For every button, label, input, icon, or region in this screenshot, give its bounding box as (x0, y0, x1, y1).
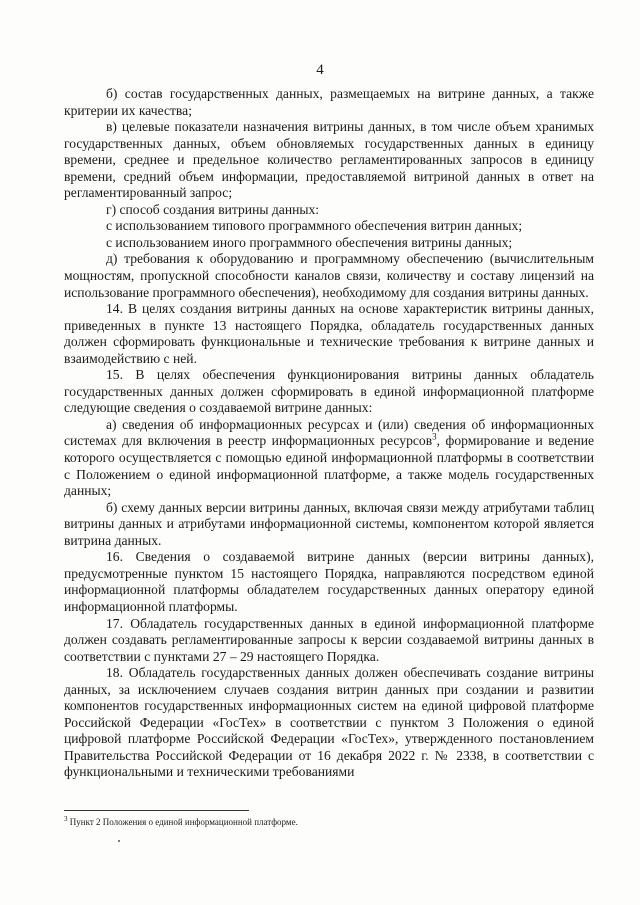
paragraph-15a-text-end: , формирование и ведение которого осуществляется с помощью единой информационной платформы в соответствии с Положением о единой информационной платформе, а также модель государственных данных; (64, 433, 594, 499)
body-text (64, 86, 594, 781)
footnote (64, 816, 594, 828)
paragraph-18: 18. Обладатель государственных данных должен обеспечивать создание витрины данных, за исключением случаев создания витрин данных при создании и развитии компонентов государственных информационных систем на единой цифровой платформе Российской Федерации «ГосТех» в соответствии с пунктом 3 Положения о единой цифровой платформе Российской Федерации «ГосТех», утвержденного постановлением Правительства Российской Федерации от 16 декабря 2022 г. № 2338, в соответствии с функциональными и техническими требованиями (64, 665, 594, 780)
paragraph-13v: в) целевые показатели назначения витрины данных, в том числе объем хранимых государственных данных, объем обновляемых государственных данных в единицу времени, среднее и предельное количество регламентированных запросов в единицу времени, средний объем информации, предоставляемой витриной данных в ответ на регламентированный запрос; (64, 119, 594, 201)
footnote-text: Пункт 2 Положения о единой информационной платформе. (69, 817, 298, 827)
paragraph-15a-text-start: а) сведения об информационных ресурсах и (или) сведения об информационных системах для включения в реестр информационных ресурсов (64, 416, 594, 449)
paragraph-15a (64, 417, 594, 500)
paragraph-15b: б) схему данных версии витрины данных, включая связи между атрибутами таблиц витрины данных и атрибутами информационной системы, компонентом которой является витрина данных. (64, 499, 594, 548)
paragraph-15: 15. В целях обеспечения функционирования витрины данных обладатель государственных данных должен сформировать в единой информационной платформе следующие сведения о создаваемой витрине данных: (64, 367, 594, 416)
footnote-reference: 3 (432, 431, 437, 442)
scan-dot (118, 840, 120, 842)
paragraph-14: 14. В целях создания витрины данных на основе характеристик витрины данных, приведенных в пункте 13 настоящего Порядка, обладатель государственных данных должен сформировать функциональные и технические требования к витрине данных и взаимодействию с ней. (64, 301, 594, 366)
paragraph-13g-option-1: с использованием типового программного обеспечения витрин данных; (106, 218, 523, 234)
page-number: 4 (316, 62, 324, 78)
paragraph-13g: г) способ создания витрины данных: (106, 201, 320, 217)
paragraph-17: 17. Обладатель государственных данных в единой информационной платформе должен создавать регламентированные запросы к версии создаваемой витрины данных в соответствии с пунктами 27 – 29 настоящего Порядка. (64, 615, 594, 664)
paragraph-13g-option-2: с использованием иного программного обеспечения витрины данных; (106, 234, 513, 250)
paragraph-13b: б) состав государственных данных, размещаемых на витрине данных, а также критерии их качества; (64, 86, 594, 118)
footnote-number: 3 (64, 815, 68, 823)
paragraph-16: 16. Сведения о создаваемой витрине данных (версии витрины данных), предусмотренные пунктом 15 настоящего Порядка, направляются посредством единой информационной платформы обладателем государственных данных оператору единой информационной платформы. (64, 549, 594, 614)
paragraph-13d: д) требования к оборудованию и программному обеспечению (вычислительным мощностям, пропускной способности каналов связи, количеству и составу лицензий на использование программного обеспечения), необходимому для создания витрины данных. (64, 251, 594, 300)
footnote-divider (64, 810, 249, 811)
